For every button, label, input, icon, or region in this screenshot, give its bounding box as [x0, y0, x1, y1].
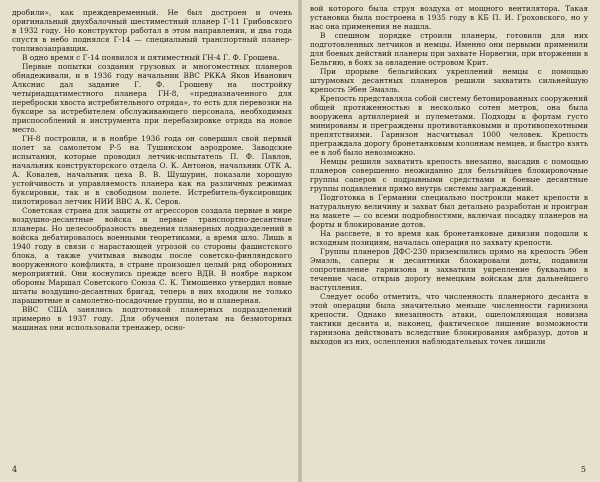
- paragraph: Немцы решили захватить крепость внезапно, высадив с помощью планеров совершенно неожиданно для бельгийцев блокировочные группы саперов с подрывными средствами и боевые десантные группы подавления прямо внутрь системы заграждений.: [310, 157, 588, 193]
- paragraph: Группы планеров ДФС-230 приземлились прямо на крепость Эбен Эмаэль, саперы и десантники блокировали доты, подавили сопротивление гарнизона и захватили укрепление буквально в течение часа, открыв дорогу немецким войскам для дальнейшего наступления.: [310, 247, 588, 292]
- paragraph: Крепость представляла собой систему бетонированных сооружений общей протяженностью в несколько сотен метров, она была вооружена артиллерией и пулеметами. Подходы к фортам густо минированы и преграждены противотанковыми и противопехотными препятствиями. Гарнизон насчитывал 1000 человек. Крепость преграждала дорогу бронетанковым колоннам немцев, и быстро взять ее в лоб было невозможно.: [310, 94, 588, 157]
- paragraph: Подготовка в Германии специально построили макет крепости в натуральную величину и захват был детально разработан и проигран на макете — со всеми подробностями, включая посадку планеров на форты и блокирование дотов.: [310, 193, 588, 229]
- page-number: 4: [12, 465, 18, 474]
- paragraph: При прорыве бельгийских укреплений немцы с помощью штурмовых десантных планеров решили захватить сильнейшую крепость Эбен Эмаэль.: [310, 67, 588, 94]
- paragraph: На рассвете, в то время как бронетанковые дивизии подошли к исходным позициям, началась операция по захвату крепости.: [310, 229, 588, 247]
- paragraph: ВВС США занялись подготовкой планерных подразделений примерно в 1937 году. Для обучения полетам на безмоторных машинах они использовали тренажер, осно-: [12, 305, 292, 332]
- paragraph: Следует особо отметить, что численность планерного десанта в этой операции была значительно меньше численности гарнизона крепости. Однако внезапность атаки, ошеломляющая новизна тактики десанта и, наконец, фактическое лишение возможности гарнизона действовать вследствие блокирования амбразур, дотов и выходов из них, ослепления наблюдательных точек лишили: [310, 292, 588, 346]
- paragraph: вой которого была струя воздуха от мощного вентилятора. Такая установка была построена в 1935 году в КБ П. И. Гроховского, но у нас она применения не нашла.: [310, 4, 588, 31]
- paragraph: ГН-8 построили, и в ноябре 1936 года он совершил свой первый полет за самолетом Р-5 на Тушинском аэродроме. Заводские испытания, которые проводил летчик-испытатель П. Ф. Павлов, начальник конструкторского отдела О. К. Антонов, начальник ОТК А. А. Ковалев, начальник цеха В. В. Шушурин, показали хорошую устойчивость и управляемость планера как на различных режимах буксировки, так и в свободном полете. Истребитель-буксировщик пилотировал летчик НИИ ВВС А. К. Серов.: [12, 134, 292, 206]
- right-page: [300, 0, 600, 482]
- paragraph: Первые попытки создания грузовых и многоместных планеров обнадеживали, и в 1936 году начальник ВВС РККА Яков Иванович Алкснис дал задание Г. Ф. Грошеву на постройку четырнадцатиместного планера ГН-8, «предназначенного для переброски хвоста истребительного отряда», то есть для перевозки на буксире за истребителем обслуживающего персонала, необходимых приспособлений и инструмента при перебазировке отряда на новое место.: [12, 62, 292, 134]
- paragraph: Советская страна для защиты от агрессоров создала первые в мире воздушно-десантные войска и первые транспортно-десантные планеры. Но целесообразность введения планерных подразделений в войска дебатировалось военными теоретиками, а время шло. Лишь в 1940 году в связи с нарастающей угрозой со стороны фашистского блока, а также учитывая выводы после советско-финляндского вооруженного конфликта, в стране произошел целый ряд оборонных мероприятий. Они коснулись прежде всего ВДВ. В ноябре нарком обороны Маршал Советского Союза С. К. Тимошенко утвердил новые штаты воздушно-десантных бригад, теперь в них входили не только парашютные и самолетно-посадочные группы, но и планерная.: [12, 206, 292, 305]
- paragraph: В одно время с Г-14 появился и пятиместный ГН-4 Г. Ф. Грошева.: [22, 53, 280, 62]
- paragraph: В спешном порядке строили планеры, готовили для них подготовленных летчиков и немцы. Именно они первыми применили для боевых действий планеры при захвате Норвегии, при вторжении в Бельгию, в боях за овладение островом Крит.: [310, 31, 588, 67]
- page-number: 5: [580, 465, 586, 474]
- paragraph: дробили», как преждевременный. Не был достроен и очень оригинальный двухбалочный шестиместный планер Г-11 Грибовского в 1932 году. Но конструктор работал в этом направлении, и два года спустя в небо поднялся Г-14 — специальный транспортный планер-топливозаправщик.: [12, 8, 292, 53]
